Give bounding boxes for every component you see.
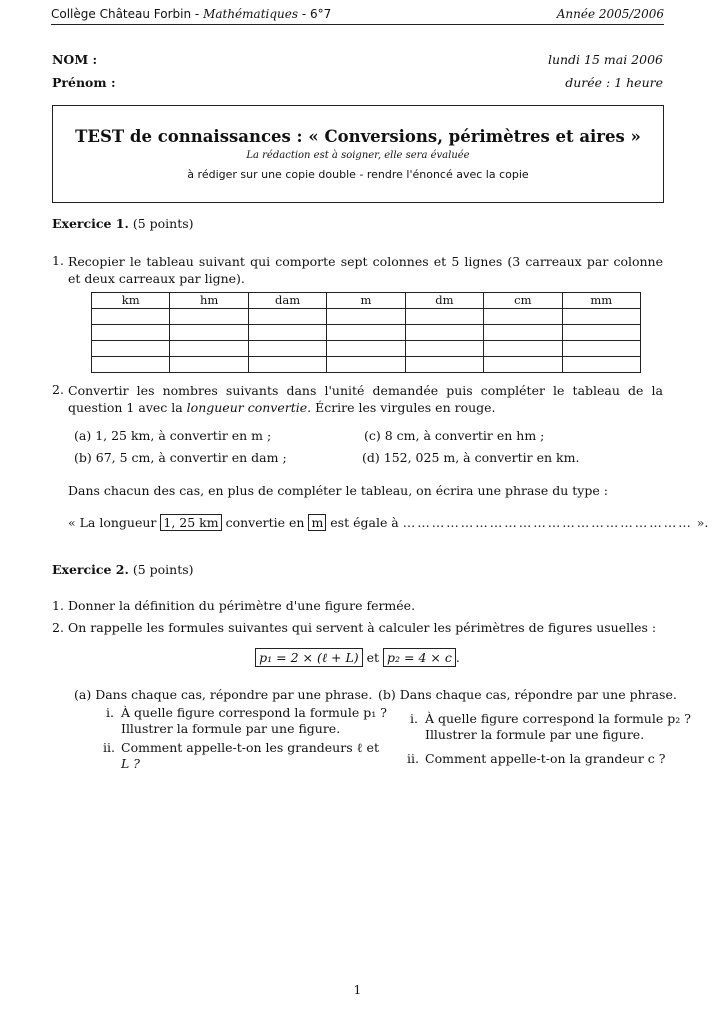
units-header-km: km: [92, 293, 170, 309]
formula-p1-box: p₁ = 2 × (ℓ + L): [255, 648, 363, 667]
formula-join: et: [366, 650, 380, 665]
units-table-row: [92, 357, 641, 373]
ex1-q1-number: 1.: [52, 253, 64, 268]
item-d-label: (d): [362, 450, 380, 465]
table-cell: [327, 325, 405, 341]
exercise2-title: [52, 562, 194, 577]
table-cell: [248, 341, 326, 357]
units-table-row: [92, 309, 641, 325]
units-header-mm: mm: [562, 293, 640, 309]
phrase-open: « La longueur: [68, 515, 157, 530]
table-cell: [327, 309, 405, 325]
ex2-part-b: [378, 687, 677, 702]
table-cell: [248, 309, 326, 325]
ex1-item-b: [74, 450, 287, 465]
ex1-q2-number: 2.: [52, 382, 64, 397]
item-c-text: 8 cm, à convertir en hm ;: [384, 428, 545, 443]
part-b-label: (b): [378, 687, 396, 702]
units-table: [91, 292, 641, 373]
ex1-item-a: [74, 428, 271, 443]
table-cell: [92, 357, 170, 373]
ex1-phrase-intro: Dans chacun des cas, en plus de compléter le tableau, on écrira une phrase du type :: [68, 483, 608, 498]
phrase-unit-box: m: [308, 514, 326, 531]
part-a-i-line2: Illustrer la formule par une figure.: [121, 721, 341, 736]
prenom-label: Prénom :: [52, 75, 116, 90]
ex1-item-c: [364, 428, 544, 443]
part-a-ii-label: ii.: [103, 740, 115, 755]
part-b-ii-label: ii.: [407, 751, 419, 766]
part-b-i-label: i.: [410, 711, 418, 726]
table-cell: [248, 357, 326, 373]
table-cell: [92, 325, 170, 341]
ex1-q2-emphasis: longueur convertie: [186, 400, 308, 415]
ex1-item-d: [362, 450, 579, 465]
exam-date: lundi 15 mai 2006: [547, 52, 663, 67]
phrase-close: ».: [696, 515, 709, 530]
part-a-ii-line1: Comment appelle-t-on les grandeurs ℓ et: [121, 740, 379, 755]
phrase-end: est égale à: [330, 515, 399, 530]
item-b-text: 67, 5 cm, à convertir en dam ;: [95, 450, 287, 465]
part-b-i-line1: À quelle figure correspond la formule p₂ ?: [425, 711, 691, 726]
ex2-q2-number: 2.: [52, 620, 64, 635]
part-b-i-line2: Illustrer la formule par une figure.: [425, 727, 645, 742]
ex2-q2-text: On rappelle les formules suivantes qui servent à calculer les périmètres de figures usuelles :: [68, 620, 657, 635]
units-header-hm: hm: [170, 293, 248, 309]
header-left: [51, 7, 331, 21]
table-cell: [327, 341, 405, 357]
part-a-text: Dans chaque cas, répondre par une phrase.: [95, 687, 373, 702]
nom-label: NOM :: [52, 52, 98, 67]
part-a-ii-line2: L ?: [121, 756, 140, 771]
exercise1-title: [52, 216, 194, 231]
exercise2-label: Exercice 2.: [52, 562, 129, 577]
exercise2-points: (5 points): [132, 562, 194, 577]
units-table-row: [92, 325, 641, 341]
table-cell: [405, 341, 483, 357]
subject: Mathématiques: [203, 7, 299, 21]
units-header-m: m: [327, 293, 405, 309]
ex2-q1-number: 1.: [52, 598, 64, 613]
exercise1-points: (5 points): [132, 216, 194, 231]
table-cell: [405, 357, 483, 373]
table-cell: [484, 341, 562, 357]
table-cell: [562, 309, 640, 325]
table-cell: [484, 325, 562, 341]
table-cell: [405, 309, 483, 325]
table-cell: [170, 357, 248, 373]
formula-end: .: [455, 650, 460, 665]
table-cell: [248, 325, 326, 341]
units-table-header-row: [92, 293, 641, 309]
item-d-text: 152, 025 m, à convertir en km.: [383, 450, 580, 465]
units-header-dam: dam: [248, 293, 326, 309]
table-cell: [562, 325, 640, 341]
test-subtitle: La rédaction est à soigner, elle sera évaluée: [246, 150, 470, 161]
phrase-dots: ……………………………………………………: [402, 515, 693, 530]
units-table-row: [92, 341, 641, 357]
ex1-q2-text-a: Convertir les nombres suivants dans l'unité demandée puis compléter le tableau de la question 1 avec la: [68, 383, 663, 415]
table-cell: [562, 357, 640, 373]
item-a-text: 1, 25 km, à convertir en m ;: [95, 428, 272, 443]
formula-p2-box: p₂ = 4 × c: [383, 648, 456, 667]
page-number: 1: [353, 983, 362, 997]
ex1-q1-text: Recopier le tableau suivant qui comporte sept colonnes et 5 lignes (3 carreaux par colonne et deux carreaux par ligne).: [68, 254, 663, 286]
ex2-part-a: [74, 687, 372, 702]
table-cell: [327, 357, 405, 373]
exercise1-label: Exercice 1.: [52, 216, 129, 231]
table-cell: [405, 325, 483, 341]
title-box: [52, 105, 664, 203]
table-cell: [484, 309, 562, 325]
part-a-label: (a): [74, 687, 92, 702]
ex1-model-sentence: [68, 515, 709, 530]
part-a-i-line1: À quelle figure correspond la formule p₁ ?: [121, 705, 387, 720]
formulas-line: [0, 650, 715, 666]
table-cell: [170, 309, 248, 325]
school-name: Collège Château Forbin -: [51, 7, 204, 21]
phrase-mid: convertie en: [225, 515, 305, 530]
ex1-q2-text: [68, 382, 663, 416]
table-cell: [484, 357, 562, 373]
exam-duration: durée : 1 heure: [565, 75, 663, 90]
test-instruction: à rédiger sur une copie double - rendre l'énoncé avec la copie: [187, 168, 529, 181]
table-cell: [92, 309, 170, 325]
class-name: - 6°7: [298, 7, 332, 21]
units-header-cm: cm: [484, 293, 562, 309]
part-b-ii-line: Comment appelle-t-on la grandeur c ?: [425, 751, 666, 766]
table-cell: [170, 341, 248, 357]
units-header-dm: dm: [405, 293, 483, 309]
table-cell: [92, 341, 170, 357]
school-year: Année 2005/2006: [556, 7, 664, 21]
part-a-i-label: i.: [106, 705, 114, 720]
item-b-label: (b): [74, 450, 92, 465]
ex2-q1-text: Donner la définition du périmètre d'une figure fermée.: [68, 598, 416, 613]
table-cell: [170, 325, 248, 341]
ex1-q2-text-b: . Écrire les virgules en rouge.: [307, 400, 496, 415]
item-c-label: (c): [364, 428, 381, 443]
table-cell: [562, 341, 640, 357]
phrase-value-box: 1, 25 km: [160, 514, 221, 531]
part-b-text: Dans chaque cas, répondre par une phrase.: [399, 687, 677, 702]
test-title: TEST de connaissances : « Conversions, périmètres et aires »: [75, 127, 641, 146]
item-a-label: (a): [74, 428, 92, 443]
page-header: [51, 6, 664, 25]
